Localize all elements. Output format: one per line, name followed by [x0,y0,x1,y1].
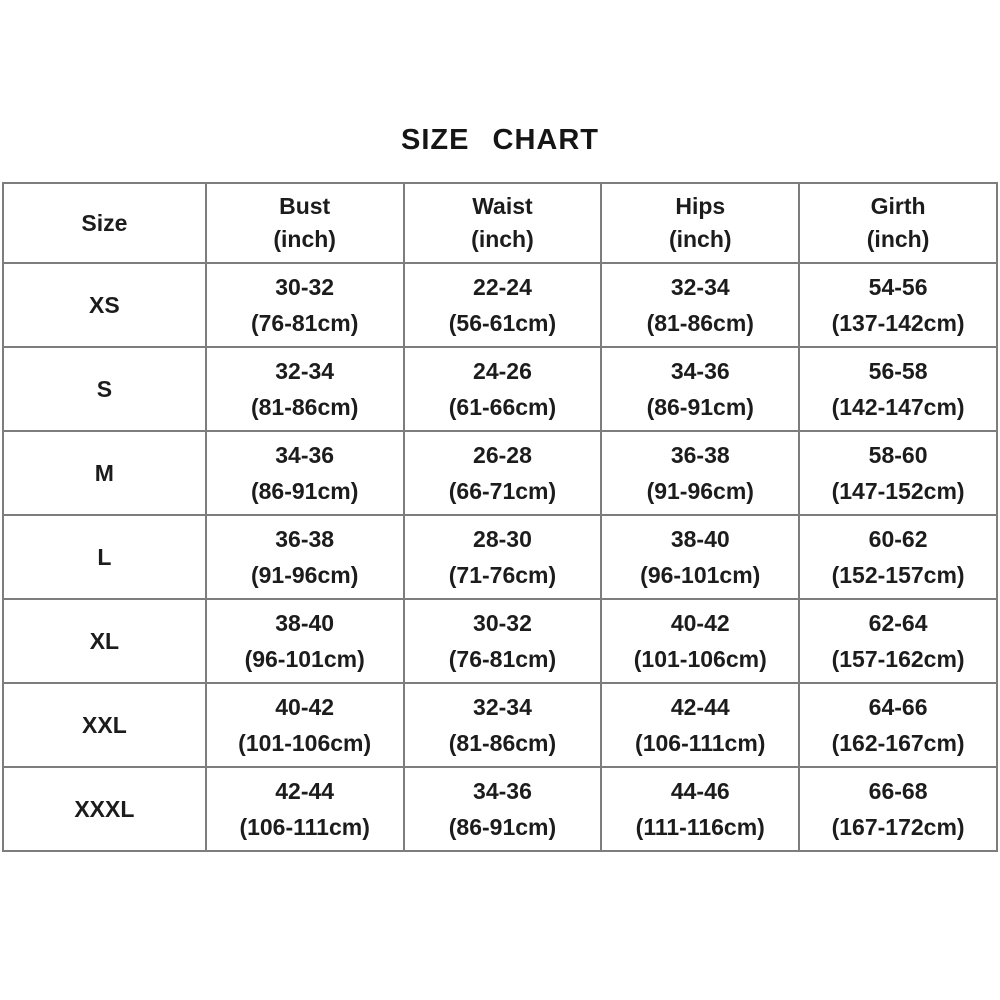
measurement-cell [799,767,997,851]
inch-range: 54-56 [868,274,928,300]
size-label-cell: XXL [3,683,206,767]
inch-range: 34-36 [670,358,730,384]
table-row [3,683,997,767]
measurement-cell [799,683,997,767]
cm-range: (157-162cm) [831,646,965,672]
column-header-hips [601,183,799,263]
measurement-cell [404,515,602,599]
cm-range: (81-86cm) [448,730,557,756]
inch-range: 22-24 [473,274,532,300]
cm-range: (91-96cm) [646,478,754,504]
column-header-girth [799,183,997,263]
cm-range: (71-76cm) [448,562,557,588]
cm-range: (106-111cm) [239,814,370,840]
size-label-cell: L [3,515,206,599]
page-title: SIZE CHART [401,124,599,156]
header-row [3,183,997,263]
inch-range: 66-68 [868,778,928,804]
size-chart-table [2,182,998,852]
inch-range: 40-42 [275,694,335,720]
cm-range: (86-91cm) [448,814,557,840]
cm-range: (96-101cm) [640,562,761,588]
inch-range: 64-66 [868,694,928,720]
measurement-cell [404,683,602,767]
column-label: Girth [870,193,926,219]
cm-range: (76-81cm) [448,646,557,672]
inch-range: 34-36 [473,778,532,804]
inch-range: 32-34 [473,694,532,720]
measurement-cell [799,263,997,347]
inch-range: 38-40 [275,610,335,636]
cm-range: (86-91cm) [250,478,359,504]
inch-range: 60-62 [868,526,928,552]
column-label: Size [81,209,128,236]
table-row [3,767,997,851]
measurement-cell [601,431,799,515]
inch-range: 42-44 [670,694,730,720]
cm-range: (142-147cm) [831,394,965,420]
cm-range: (61-66cm) [448,394,557,420]
size-label-cell: XXXL [3,767,206,851]
column-label: Hips [675,193,726,219]
measurement-cell [404,767,602,851]
cm-range: (101-106cm) [238,730,372,756]
cm-range: (66-71cm) [448,478,557,504]
column-unit: (inch) [273,226,336,252]
measurement-cell [404,347,602,431]
measurement-cell [601,767,799,851]
cm-range: (147-152cm) [831,478,965,504]
table-row [3,515,997,599]
inch-range: 30-32 [275,274,335,300]
column-unit: (inch) [866,226,930,252]
size-label-cell: XS [3,263,206,347]
measurement-cell [601,599,799,683]
cm-range: (81-86cm) [250,394,359,420]
table-row [3,263,997,347]
column-unit: (inch) [471,226,534,252]
size-label-cell: M [3,431,206,515]
cm-range: (162-167cm) [831,730,965,756]
size-label-cell: S [3,347,206,431]
inch-range: 32-34 [670,274,730,300]
inch-range: 36-38 [670,442,730,468]
measurement-cell [799,515,997,599]
inch-range: 42-44 [275,778,335,804]
cm-range: (137-142cm) [831,310,965,336]
measurement-cell [601,263,799,347]
measurement-cell [206,599,404,683]
column-label: Waist [472,193,533,219]
measurement-cell [404,263,602,347]
inch-range: 24-26 [473,358,532,384]
table-header [3,183,997,263]
measurement-cell [799,431,997,515]
column-header-waist [404,183,602,263]
inch-range: 38-40 [670,526,730,552]
cm-range: (56-61cm) [448,310,557,336]
cm-range: (167-172cm) [831,814,965,840]
measurement-cell [206,515,404,599]
cm-range: (81-86cm) [646,310,754,336]
measurement-cell [799,347,997,431]
measurement-cell [601,347,799,431]
measurement-cell [799,599,997,683]
cm-range: (96-101cm) [244,646,365,672]
inch-range: 28-30 [473,526,532,552]
inch-range: 36-38 [275,526,335,552]
column-unit: (inch) [668,226,732,252]
table-row [3,431,997,515]
size-label-cell: XL [3,599,206,683]
inch-range: 40-42 [670,610,730,636]
inch-range: 58-60 [868,442,928,468]
column-label: Bust [279,193,331,219]
cm-range: (76-81cm) [250,310,359,336]
measurement-cell [206,683,404,767]
cm-range: (106-111cm) [635,730,766,756]
column-header-size [3,183,206,263]
measurement-cell [601,683,799,767]
table-row [3,599,997,683]
inch-range: 30-32 [473,610,532,636]
measurement-cell [206,347,404,431]
inch-range: 56-58 [868,358,928,384]
inch-range: 44-46 [670,778,730,804]
measurement-cell [206,767,404,851]
measurement-cell [404,431,602,515]
cm-range: (152-157cm) [831,562,965,588]
cm-range: (101-106cm) [633,646,767,672]
size-table-body [3,263,997,851]
inch-range: 34-36 [275,442,335,468]
inch-range: 32-34 [275,358,335,384]
measurement-cell [206,431,404,515]
inch-range: 62-64 [868,610,928,636]
measurement-cell [601,515,799,599]
inch-range: 26-28 [473,442,532,468]
measurement-cell [404,599,602,683]
table-row [3,347,997,431]
cm-range: (111-116cm) [635,814,765,840]
cm-range: (91-96cm) [250,562,359,588]
cm-range: (86-91cm) [646,394,754,420]
measurement-cell [206,263,404,347]
column-header-bust [206,183,404,263]
